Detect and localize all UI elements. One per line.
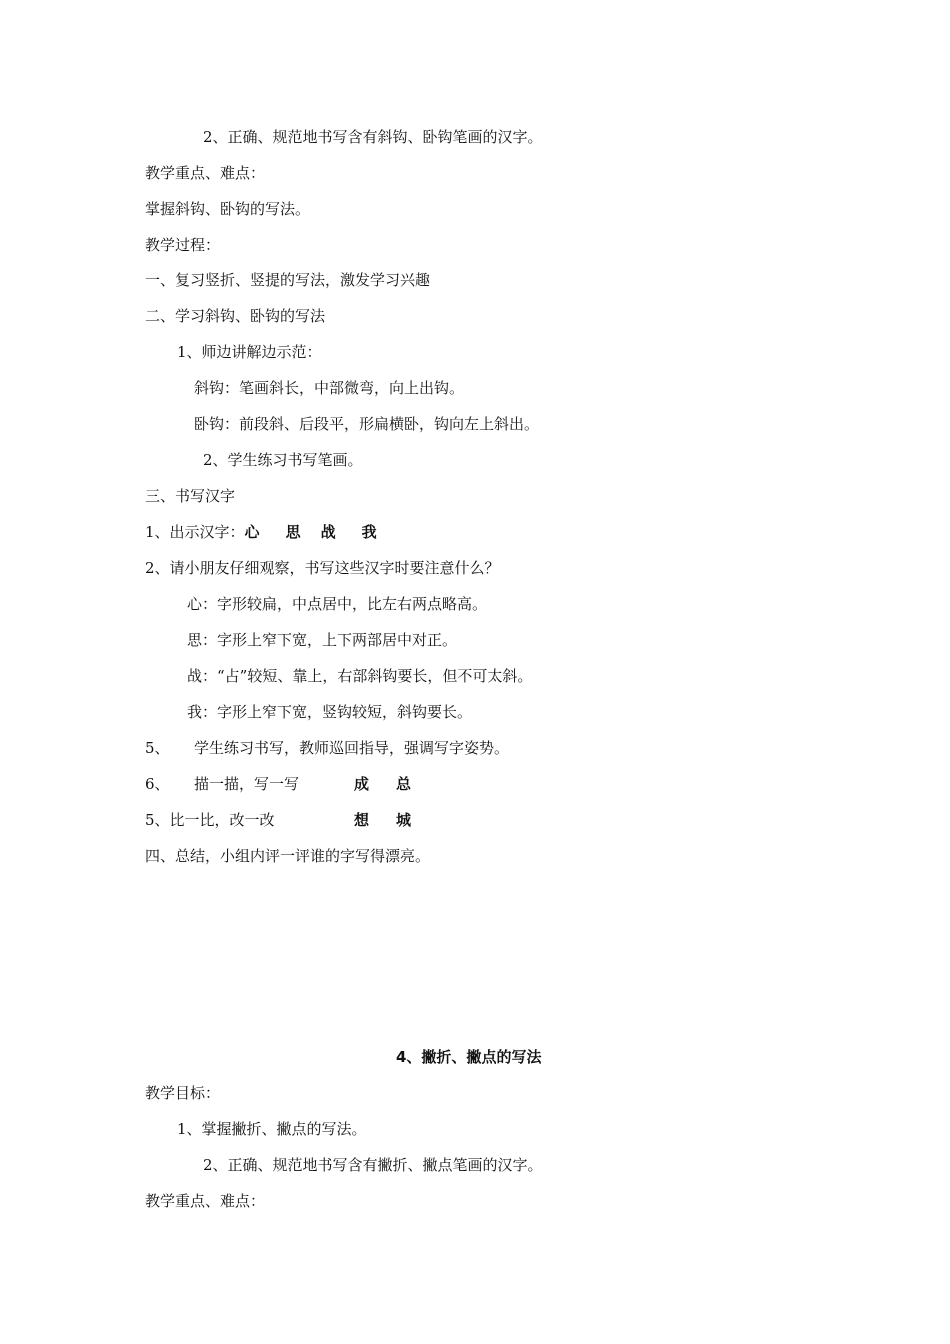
show-characters-line xyxy=(145,522,377,542)
char-si: 思 xyxy=(285,523,301,541)
practice-number: 5、 xyxy=(145,739,170,757)
lesson-4-key-heading: 教学重点、难点： xyxy=(145,1192,266,1210)
trace-char-cheng: 成 xyxy=(354,775,370,793)
key-points-heading: 教学重点、难点： xyxy=(145,164,266,182)
char-wo: 我 xyxy=(361,523,377,541)
step-3: 三、书写汉字 xyxy=(145,487,236,505)
trace-number: 6、 xyxy=(145,775,170,793)
note-zhan: 战：“占”较短、靠上，右部斜钩要长，但不可太斜。 xyxy=(187,667,533,685)
summary: 四、总结，小组内评一评谁的字写得漂亮。 xyxy=(145,847,431,865)
trace-text: 描一描，写一写 xyxy=(194,775,300,793)
note-wo: 我：字形上窄下宽，竖钩较短，斜钩要长。 xyxy=(187,703,473,721)
compare-char-xiang: 想 xyxy=(354,811,370,829)
step-1: 一、复习竖折、竖提的写法，激发学习兴趣 xyxy=(145,271,431,289)
xiegou-description: 斜钩：笔画斜长，中部微弯，向上出钩。 xyxy=(194,379,465,397)
practice-text: 学生练习书写，教师巡回指导，强调写字姿势。 xyxy=(194,739,510,757)
step-2: 二、学习斜钩、卧钩的写法 xyxy=(145,307,326,325)
note-xin: 心：字形较扁，中点居中，比左右两点略高。 xyxy=(187,595,488,613)
wogou-description: 卧钩：前段斜、后段平，形扁横卧，钩向左上斜出。 xyxy=(194,415,540,433)
char-xin: 心 xyxy=(244,523,260,541)
lesson-4-goals-heading: 教学目标： xyxy=(145,1084,221,1102)
show-prefix: 1、出示汉字： xyxy=(145,523,245,541)
lesson-4-goal-1: 1、掌握撇折、撇点的写法。 xyxy=(177,1120,367,1138)
process-heading: 教学过程： xyxy=(145,236,221,254)
trace-char-zong: 总 xyxy=(396,775,412,793)
lesson-4-title: 4、撇折、撇点的写法 xyxy=(396,1048,542,1066)
lesson-4-goal-2: 2、正确、规范地书写含有撇折、撇点笔画的汉字。 xyxy=(203,1156,543,1174)
step-2-2: 2、学生练习书写笔画。 xyxy=(203,451,363,469)
note-si: 思：字形上窄下宽，上下两部居中对正。 xyxy=(187,631,458,649)
objective-2: 2、正确、规范地书写含有斜钩、卧钩笔画的汉字。 xyxy=(203,128,543,146)
compare-text: 5、比一比，改一改 xyxy=(145,811,275,829)
observe-question: 2、请小朋友仔细观察，书写这些汉字时要注意什么？ xyxy=(145,559,500,577)
key-points-text: 掌握斜钩、卧钩的写法。 xyxy=(145,200,311,218)
char-zhan: 战 xyxy=(320,523,336,541)
compare-char-cheng: 城 xyxy=(396,811,412,829)
step-2-1: 1、师边讲解边示范： xyxy=(177,343,322,361)
